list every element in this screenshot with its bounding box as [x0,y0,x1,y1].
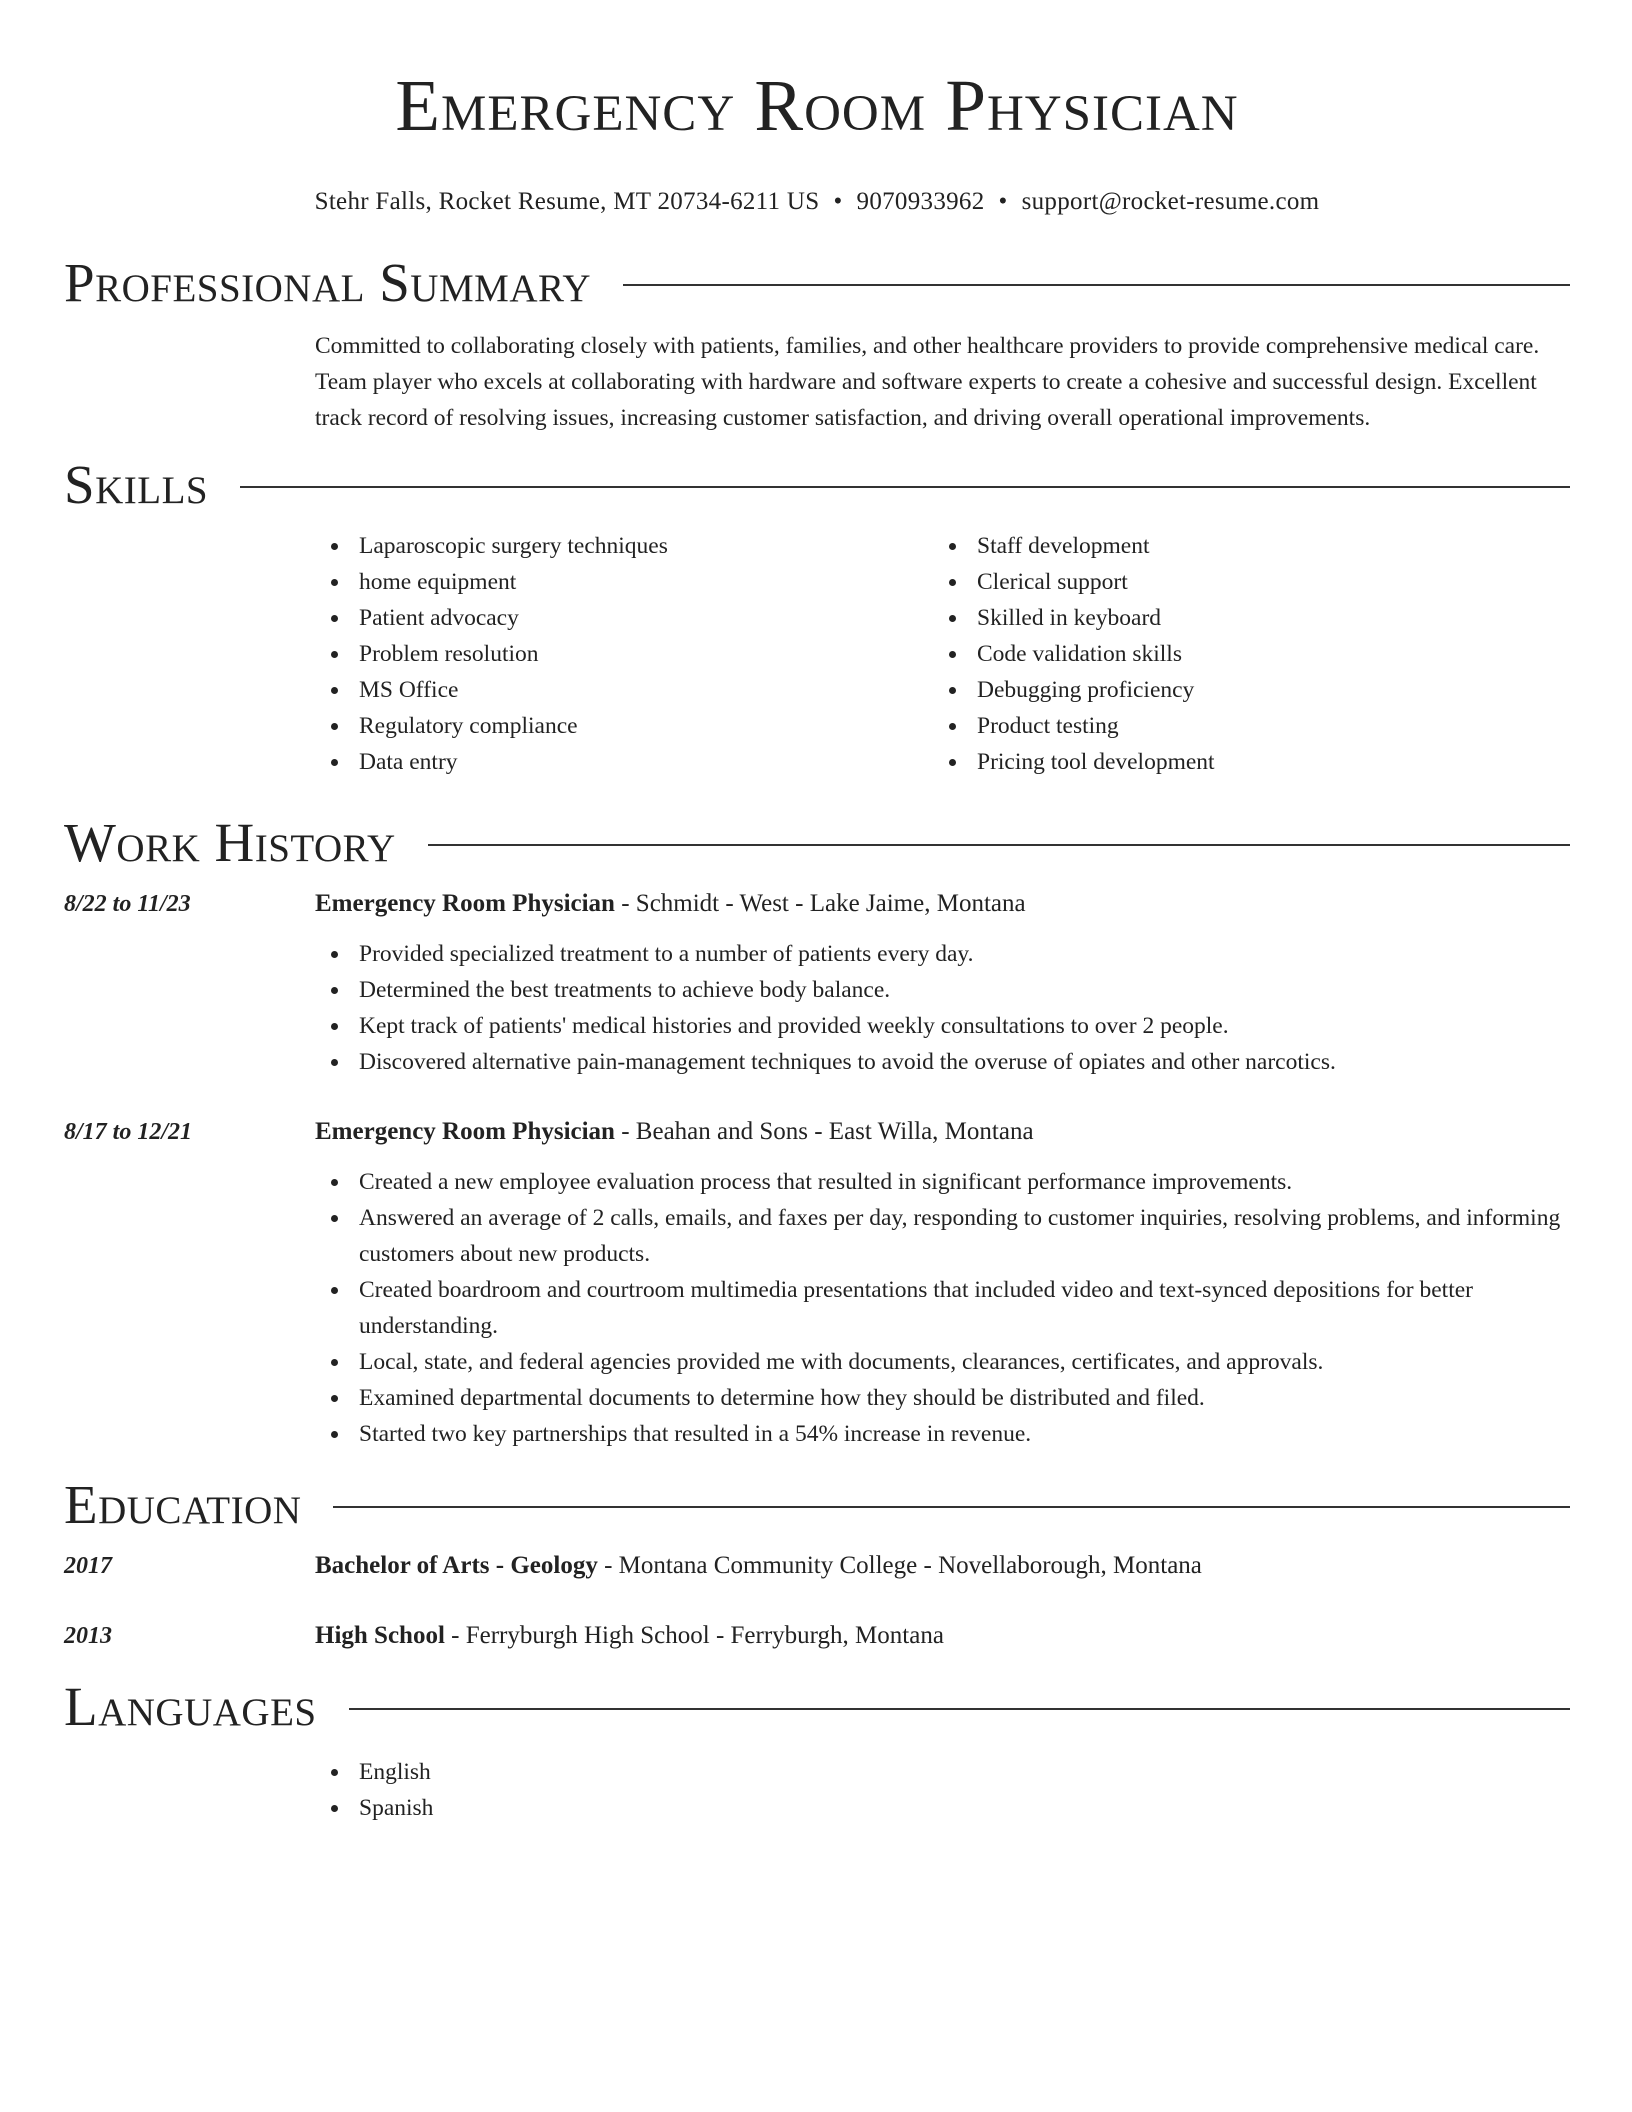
skill-item: Skilled in keyboard [933,600,1551,636]
education-degree: High School [315,1622,445,1649]
contact-line [64,186,1570,218]
summary-text: Committed to collaborating closely with patients, families, and other healthcare providers to provide comprehensive medical care. Team player who excels at collaborating with hardware and software experts to create a cohesive and successful design. Excellent track record of resolving issues, increasing customer satisfaction, and driving overall operational improvements. [315,333,1540,431]
summary-heading: Professional Summary [64,252,592,313]
section-divider [240,486,1570,488]
job-entry [64,1114,1570,1452]
job-duty: Created a new employee evaluation process that resulted in significant performance improvements. [315,1164,1570,1200]
languages-list [315,1754,1570,1826]
job-duty: Provided specialized treatment to a number of patients every day. [315,936,1570,972]
job-duties [315,1164,1570,1452]
skills-heading: Skills [64,454,209,515]
job-duty: Local, state, and federal agencies provided me with documents, clearances, certificates, and approvals. [315,1344,1570,1380]
job-duty: Created boardroom and courtroom multimedia presentations that included video and text-synced depositions for better understanding. [315,1272,1570,1344]
contact-phone: 9070933962 [856,188,985,215]
education-line [315,1618,944,1654]
skills-section-header [64,454,1570,516]
skill-item: Staff development [933,528,1551,564]
languages-section-header [64,1676,1570,1738]
language-item: English [315,1754,1570,1790]
section-divider [428,844,1570,846]
job-duties [315,936,1570,1080]
job-title: Emergency Room Physician [315,890,615,917]
job-dates: 8/22 to 11/23 [64,891,191,917]
skills-list [315,528,1570,780]
skill-item: Laparoscopic surgery techniques [315,528,933,564]
contact-email: support@rocket-resume.com [1021,188,1320,215]
skills-column-left [315,528,933,780]
section-divider [623,284,1570,286]
job-duty: Determined the best treatments to achieve body balance. [315,972,1570,1008]
education-year: 2017 [64,1553,112,1579]
contact-separator: • [833,188,843,215]
languages-heading: Languages [64,1676,317,1737]
skill-item: MS Office [315,672,933,708]
job-duty: Started two key partnerships that resulted in a 54% increase in revenue. [315,1416,1570,1452]
section-divider [333,1506,1570,1508]
skill-item: Product testing [933,708,1551,744]
skill-item: Regulatory compliance [315,708,933,744]
summary-section-header [64,252,1570,314]
skill-item: Patient advocacy [315,600,933,636]
skill-item: home equipment [315,564,933,600]
skill-item: Pricing tool development [933,744,1551,780]
job-title-line [315,886,1026,922]
education-section-header [64,1474,1570,1536]
job-header [64,886,1570,922]
skill-item: Data entry [315,744,933,780]
work-heading: Work History [64,812,396,873]
section-divider [349,1708,1570,1710]
skill-item: Clerical support [933,564,1551,600]
education-school: - Montana Community College - Novellaborough, Montana [597,1552,1202,1579]
education-school: - Ferryburgh High School - Ferryburgh, Montana [444,1622,944,1649]
work-section-header [64,812,1570,874]
job-employer: - Schmidt - West - Lake Jaime, Montana [614,890,1026,917]
skills-column-right [933,528,1551,780]
education-entry [64,1548,1570,1584]
education-year: 2013 [64,1623,112,1649]
job-header [64,1114,1570,1150]
job-title: Emergency Room Physician [315,1118,615,1145]
education-heading: Education [64,1474,302,1535]
skill-item: Debugging proficiency [933,672,1551,708]
job-duty: Kept track of patients' medical histories and provided weekly consultations to over 2 people. [315,1008,1570,1044]
job-entry [64,886,1570,1080]
skill-item: Code validation skills [933,636,1551,672]
skill-item: Problem resolution [315,636,933,672]
job-duty: Discovered alternative pain-management techniques to avoid the overuse of opiates and other narcotics. [315,1044,1570,1080]
job-duty: Examined departmental documents to determine how they should be distributed and filed. [315,1380,1570,1416]
job-duty: Answered an average of 2 calls, emails, and faxes per day, responding to customer inquiries, resolving problems, and informing customers about new products. [315,1200,1570,1272]
contact-separator: • [998,188,1008,215]
job-employer: - Beahan and Sons - East Willa, Montana [614,1118,1034,1145]
language-item: Spanish [315,1790,1570,1826]
education-entry [64,1618,1570,1654]
resume-title: Emergency Room Physician [395,65,1239,146]
contact-address: Stehr Falls, Rocket Resume, MT 20734-6211 US [314,188,820,215]
education-line [315,1548,1202,1584]
job-dates: 8/17 to 12/21 [64,1119,193,1145]
education-degree: Bachelor of Arts - Geology [315,1552,598,1579]
job-title-line [315,1114,1034,1150]
